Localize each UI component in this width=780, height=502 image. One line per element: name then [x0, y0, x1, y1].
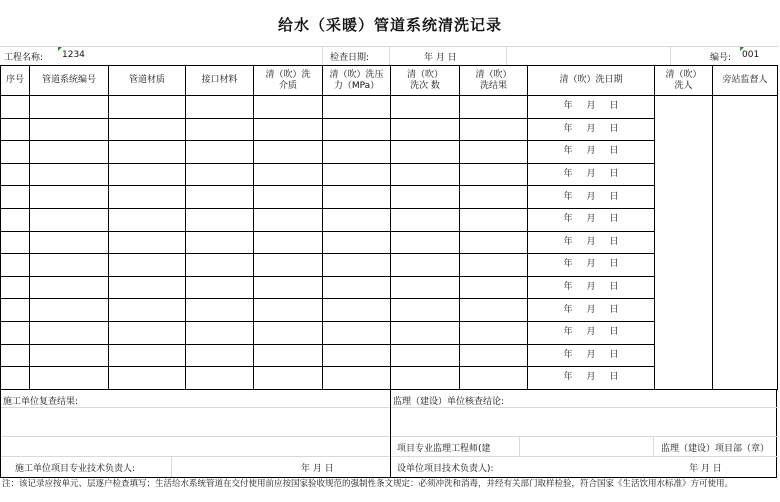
- cell-seq[interactable]: [1, 96, 30, 119]
- cell-system-no[interactable]: [30, 163, 109, 186]
- construction-date[interactable]: 年 月 日: [301, 464, 334, 474]
- cell-result[interactable]: [460, 96, 528, 119]
- cell-seq[interactable]: [1, 321, 30, 344]
- cell-times[interactable]: [391, 208, 460, 231]
- date-day-label: 日: [609, 191, 619, 202]
- construction-tech-lead-label: 施工单位项目专业技术负责人:: [15, 464, 136, 474]
- cell-joint[interactable]: [186, 254, 254, 277]
- cell-joint[interactable]: [186, 231, 254, 254]
- cell-joint[interactable]: [186, 96, 254, 119]
- header-system-no: 管道系统编号: [30, 66, 109, 96]
- cell-times[interactable]: [391, 344, 460, 367]
- header-supervisor: 旁站监督人: [713, 66, 778, 96]
- cell-joint[interactable]: [186, 163, 254, 186]
- cell-joint[interactable]: [186, 344, 254, 367]
- date-day-label: 日: [609, 169, 619, 180]
- cell-result[interactable]: [460, 276, 528, 299]
- cell-system-no[interactable]: [30, 96, 109, 119]
- cell-seq[interactable]: [1, 254, 30, 277]
- cell-seq[interactable]: [1, 231, 30, 254]
- cell-system-no[interactable]: [30, 321, 109, 344]
- check-date-label: 检查日期:: [330, 53, 370, 63]
- header-joint: 接口材料: [186, 66, 254, 96]
- cell-material[interactable]: [109, 344, 186, 367]
- cell-times[interactable]: [391, 186, 460, 209]
- cell-system-no[interactable]: [30, 276, 109, 299]
- header-pressure: 清（吹）洗压 力（MPa）: [323, 66, 391, 96]
- cell-times[interactable]: [391, 96, 460, 119]
- date-day-label: 日: [609, 282, 619, 293]
- cell-result[interactable]: [460, 231, 528, 254]
- date-year-label: 年: [563, 372, 573, 383]
- cell-seq[interactable]: [1, 118, 30, 141]
- cell-pressure[interactable]: [323, 367, 391, 390]
- cell-result[interactable]: [460, 321, 528, 344]
- project-name-value[interactable]: 1234: [62, 50, 85, 60]
- cell-person[interactable]: [655, 96, 713, 390]
- cell-material[interactable]: [109, 96, 186, 119]
- cell-pressure[interactable]: [323, 208, 391, 231]
- date-year-label: 年: [563, 169, 573, 180]
- cell-pressure[interactable]: [323, 96, 391, 119]
- cell-seq[interactable]: [1, 163, 30, 186]
- cell-medium[interactable]: [254, 96, 323, 119]
- date-month-label: 月: [586, 282, 596, 293]
- cell-date[interactable]: [528, 299, 655, 322]
- cell-material[interactable]: [109, 118, 186, 141]
- date-month-label: 月: [586, 101, 596, 112]
- cell-result[interactable]: [460, 186, 528, 209]
- footer-note: 注：该记录应按单元、层逐户检查填写；生活给水系统管道在交付使用前应按国家验收规范的强制性条文规定：必须冲洗和消毒，并经有关部门取样检验，符合国家《生活饮用水标准》方可使用。: [2, 479, 734, 489]
- cell-times[interactable]: [391, 299, 460, 322]
- cell-pressure[interactable]: [323, 186, 391, 209]
- cell-times[interactable]: [391, 276, 460, 299]
- cell-material[interactable]: [109, 321, 186, 344]
- cell-date[interactable]: [528, 254, 655, 277]
- cell-material[interactable]: [109, 254, 186, 277]
- cell-pressure[interactable]: [323, 231, 391, 254]
- cell-material[interactable]: [109, 208, 186, 231]
- cell-times[interactable]: [391, 163, 460, 186]
- cell-result[interactable]: [460, 367, 528, 390]
- cell-pressure[interactable]: [323, 118, 391, 141]
- cell-joint[interactable]: [186, 367, 254, 390]
- cell-pressure[interactable]: [323, 254, 391, 277]
- cell-times[interactable]: [391, 141, 460, 164]
- supervision-conclusion-label: 监理（建设）单位核查结论:: [393, 397, 505, 407]
- cell-result[interactable]: [460, 163, 528, 186]
- cell-date[interactable]: [528, 208, 655, 231]
- cell-result[interactable]: [460, 254, 528, 277]
- cell-system-no[interactable]: [30, 118, 109, 141]
- cell-times[interactable]: [391, 321, 460, 344]
- cell-date[interactable]: [528, 276, 655, 299]
- construction-recheck-label: 施工单位复查结果:: [3, 397, 79, 407]
- date-year-label: 年: [563, 282, 573, 293]
- cell-system-no[interactable]: [30, 186, 109, 209]
- date-month-label: 月: [586, 349, 596, 360]
- cell-date[interactable]: [528, 367, 655, 390]
- cell-system-no[interactable]: [30, 141, 109, 164]
- date-day-label: 日: [609, 123, 619, 134]
- cell-medium[interactable]: [254, 276, 323, 299]
- date-month-label: 月: [586, 146, 596, 157]
- cell-seq[interactable]: [1, 141, 30, 164]
- cell-medium[interactable]: [254, 367, 323, 390]
- date-month-label: 月: [586, 372, 596, 383]
- header-seq: 序号: [1, 66, 30, 96]
- header-material: 管道材质: [109, 66, 186, 96]
- date-day-label: 日: [609, 101, 619, 112]
- cell-system-no[interactable]: [30, 344, 109, 367]
- cell-times[interactable]: [391, 118, 460, 141]
- supervision-dept-label: 监理（建设）项目部（章）: [661, 444, 770, 454]
- date-month-label: 月: [586, 236, 596, 247]
- check-date-value[interactable]: 年 月 日: [424, 53, 457, 63]
- date-day-label: 日: [609, 236, 619, 247]
- date-month-label: 月: [586, 304, 596, 315]
- date-year-label: 年: [563, 123, 573, 134]
- cell-system-no[interactable]: [30, 231, 109, 254]
- cell-seq[interactable]: [1, 344, 30, 367]
- cell-result[interactable]: [460, 344, 528, 367]
- number-value[interactable]: 001: [742, 50, 760, 60]
- cell-material[interactable]: [109, 231, 186, 254]
- header-result: 清（吹） 洗结果: [460, 66, 528, 96]
- cell-material[interactable]: [109, 299, 186, 322]
- cell-times[interactable]: [391, 254, 460, 277]
- date-year-label: 年: [563, 259, 573, 270]
- cell-medium[interactable]: [254, 231, 323, 254]
- cell-medium[interactable]: [254, 254, 323, 277]
- cell-supervisor[interactable]: [713, 96, 778, 390]
- cell-date[interactable]: [528, 321, 655, 344]
- cell-system-no[interactable]: [30, 367, 109, 390]
- cell-times[interactable]: [391, 231, 460, 254]
- cell-date[interactable]: [528, 96, 655, 119]
- cell-date[interactable]: [528, 141, 655, 164]
- cell-medium[interactable]: [254, 186, 323, 209]
- cell-date[interactable]: [528, 163, 655, 186]
- date-month-label: 月: [586, 191, 596, 202]
- cell-date[interactable]: [528, 344, 655, 367]
- date-year-label: 年: [563, 304, 573, 315]
- date-day-label: 日: [609, 214, 619, 225]
- cell-medium[interactable]: [254, 321, 323, 344]
- supervision-tech-lead-label: 设单位项目技术负责人):: [397, 464, 494, 474]
- date-day-label: 日: [609, 146, 619, 157]
- date-month-label: 月: [586, 123, 596, 134]
- cell-medium[interactable]: [254, 299, 323, 322]
- header-person: 清（吹） 洗人: [655, 66, 713, 96]
- date-year-label: 年: [563, 236, 573, 247]
- cell-system-no[interactable]: [30, 299, 109, 322]
- cell-joint[interactable]: [186, 321, 254, 344]
- header-medium: 清（吹）洗 介质: [254, 66, 323, 96]
- cell-pressure[interactable]: [323, 163, 391, 186]
- date-year-label: 年: [563, 327, 573, 338]
- cell-material[interactable]: [109, 367, 186, 390]
- date-month-label: 月: [586, 259, 596, 270]
- cell-joint[interactable]: [186, 208, 254, 231]
- date-year-label: 年: [563, 101, 573, 112]
- date-month-label: 月: [586, 327, 596, 338]
- cell-seq[interactable]: [1, 367, 30, 390]
- date-year-label: 年: [563, 191, 573, 202]
- cell-medium[interactable]: [254, 208, 323, 231]
- cell-system-no[interactable]: [30, 208, 109, 231]
- cell-seq[interactable]: [1, 208, 30, 231]
- cell-result[interactable]: [460, 208, 528, 231]
- date-month-label: 月: [586, 169, 596, 180]
- cell-pressure[interactable]: [323, 344, 391, 367]
- info-row: [0, 46, 778, 65]
- cell-joint[interactable]: [186, 299, 254, 322]
- signature-section: [0, 389, 777, 478]
- cell-material[interactable]: [109, 186, 186, 209]
- cell-pressure[interactable]: [323, 141, 391, 164]
- table-header-row: [1, 66, 778, 96]
- header-date: 清（吹）洗日期: [528, 66, 655, 96]
- date-year-label: 年: [563, 349, 573, 360]
- cell-material[interactable]: [109, 276, 186, 299]
- table-row: [1, 96, 778, 119]
- date-day-label: 日: [609, 304, 619, 315]
- cell-medium[interactable]: [254, 163, 323, 186]
- cell-joint[interactable]: [186, 276, 254, 299]
- cell-joint[interactable]: [186, 118, 254, 141]
- date-day-label: 日: [609, 259, 619, 270]
- cell-medium[interactable]: [254, 344, 323, 367]
- cleaning-record-table: [0, 65, 778, 390]
- cell-seq[interactable]: [1, 299, 30, 322]
- cell-result[interactable]: [460, 141, 528, 164]
- cell-date[interactable]: [528, 231, 655, 254]
- date-day-label: 日: [609, 372, 619, 383]
- cell-system-no[interactable]: [30, 254, 109, 277]
- date-year-label: 年: [563, 146, 573, 157]
- cell-date[interactable]: [528, 186, 655, 209]
- cell-pressure[interactable]: [323, 321, 391, 344]
- cell-medium[interactable]: [254, 118, 323, 141]
- cell-medium[interactable]: [254, 141, 323, 164]
- cell-pressure[interactable]: [323, 299, 391, 322]
- cell-result[interactable]: [460, 299, 528, 322]
- cell-seq[interactable]: [1, 186, 30, 209]
- date-day-label: 日: [609, 349, 619, 360]
- cell-times[interactable]: [391, 367, 460, 390]
- cell-joint[interactable]: [186, 141, 254, 164]
- cell-date[interactable]: [528, 118, 655, 141]
- page-title: 给水（采暖）管道系统清洗记录: [277, 15, 502, 34]
- number-label: 编号:: [710, 53, 732, 63]
- supervision-engineer-label: 项目专业监理工程师(建: [397, 444, 491, 454]
- project-name-label: 工程名称:: [4, 53, 44, 63]
- cell-result[interactable]: [460, 118, 528, 141]
- supervision-date[interactable]: 年 月 日: [689, 464, 722, 474]
- header-times: 清（吹） 洗次 数: [391, 66, 460, 96]
- cell-joint[interactable]: [186, 186, 254, 209]
- date-day-label: 日: [609, 327, 619, 338]
- cell-material[interactable]: [109, 141, 186, 164]
- date-month-label: 月: [586, 214, 596, 225]
- cell-material[interactable]: [109, 163, 186, 186]
- cell-seq[interactable]: [1, 276, 30, 299]
- date-year-label: 年: [563, 214, 573, 225]
- cell-pressure[interactable]: [323, 276, 391, 299]
